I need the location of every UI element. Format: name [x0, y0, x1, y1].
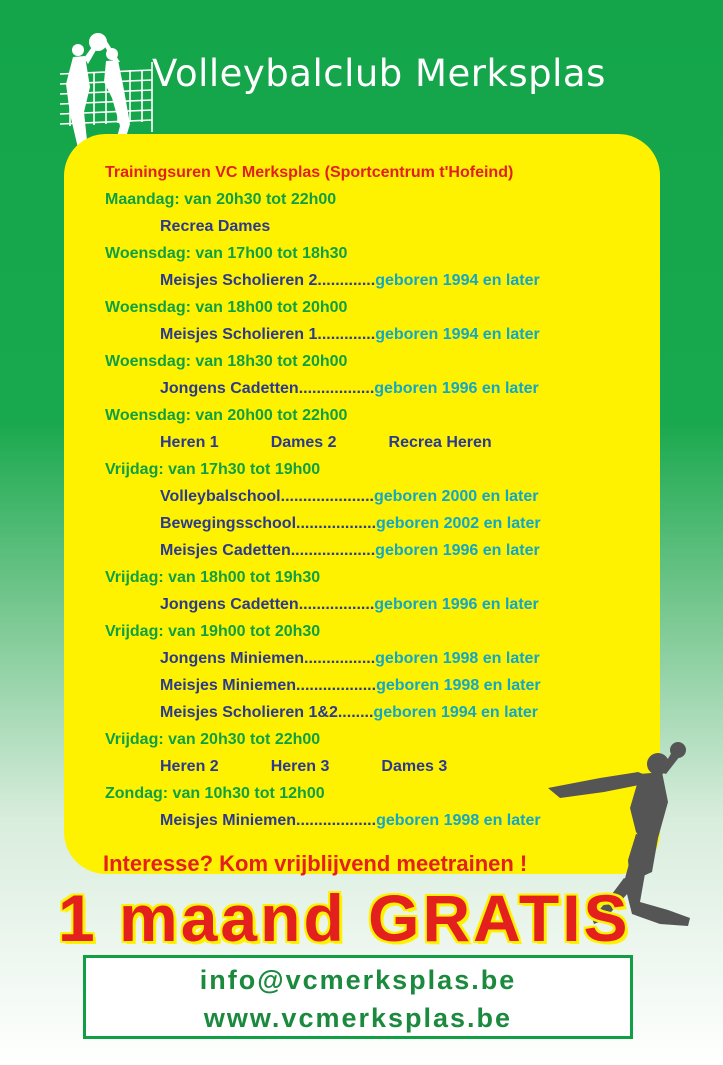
interest-text: Interesse? Kom vrijblijvend meetrainen !	[103, 851, 528, 876]
team-row	[105, 213, 665, 240]
team-name: Dames 3	[381, 758, 448, 775]
day-row: Woensdag: van 20h00 tot 22h00	[105, 407, 348, 424]
age-requirement: geboren 1998 en later	[376, 812, 541, 829]
contact-box	[83, 955, 633, 1039]
team-name: Jongens Cadetten.................	[160, 596, 375, 613]
age-requirement: geboren 1996 en later	[375, 542, 540, 559]
team-row	[105, 375, 665, 402]
team-name: Meisjes Miniemen..................	[160, 812, 377, 829]
team-row	[105, 645, 665, 672]
schedule-list	[105, 159, 665, 834]
team-row	[105, 537, 665, 564]
team-row	[105, 267, 665, 294]
team-name: Jongens Miniemen................	[160, 650, 376, 667]
age-requirement: geboren 1996 en later	[374, 380, 539, 397]
day-row: Woensdag: van 17h00 tot 18h30	[105, 245, 348, 262]
team-name: Meisjes Miniemen..................	[160, 677, 377, 694]
club-title: Volleybalclub Merksplas	[152, 52, 606, 95]
team-name: Bewegingsschool..................	[160, 515, 377, 532]
age-requirement: geboren 2002 en later	[376, 515, 541, 532]
age-requirement: geboren 1998 en later	[376, 677, 541, 694]
team-name: Recrea Heren	[388, 434, 492, 451]
team-row	[105, 591, 665, 618]
age-requirement: geboren 1998 en later	[375, 650, 540, 667]
team-name: Heren 3	[270, 758, 330, 775]
schedule-heading: Trainingsuren VC Merksplas (Sportcentrum t'Hofeind)	[105, 164, 514, 181]
team-row	[105, 429, 665, 456]
day-row: Vrijdag: van 20h30 tot 22h00	[105, 731, 321, 748]
team-name: Jongens Cadetten.................	[160, 380, 375, 397]
team-name: Recrea Dames	[160, 218, 271, 235]
day-row: Woensdag: van 18h30 tot 20h00	[105, 353, 348, 370]
team-name: Meisjes Scholieren 1.............	[160, 326, 376, 343]
day-row: Zondag: van 10h30 tot 12h00	[105, 785, 325, 802]
day-row: Vrijdag: van 18h00 tot 19h30	[105, 569, 321, 586]
team-name: Dames 2	[270, 434, 337, 451]
team-name: Meisjes Cadetten...................	[160, 542, 376, 559]
day-row: Vrijdag: van 17h30 tot 19h00	[105, 461, 321, 478]
free-offer-banner: 1 maand GRATIS	[58, 881, 631, 955]
age-requirement: geboren 1994 en later	[375, 272, 540, 289]
age-requirement: geboren 1994 en later	[375, 326, 540, 343]
team-name: Heren 1	[160, 434, 219, 451]
email-link[interactable]: info@vcmerksplas.be	[199, 965, 517, 995]
team-name: Heren 2	[160, 758, 219, 775]
day-row: Vrijdag: van 19h00 tot 20h30	[105, 623, 321, 640]
team-name: Volleybalschool.....................	[160, 488, 374, 505]
team-row	[105, 510, 665, 537]
team-name: Meisjes Scholieren 2.............	[160, 272, 376, 289]
website-link[interactable]: www.vcmerksplas.be	[203, 1003, 513, 1033]
day-row: Woensdag: van 18h00 tot 20h00	[105, 299, 348, 316]
age-requirement: geboren 2000 en later	[373, 488, 539, 505]
team-row	[105, 672, 665, 699]
team-name: Meisjes Scholieren 1&2........	[160, 704, 374, 721]
age-requirement: geboren 1994 en later	[373, 704, 538, 721]
team-row	[105, 699, 665, 726]
team-row	[105, 321, 665, 348]
age-requirement: geboren 1996 en later	[374, 596, 539, 613]
team-row	[105, 483, 665, 510]
day-row: Maandag: van 20h30 tot 22h00	[105, 191, 337, 208]
